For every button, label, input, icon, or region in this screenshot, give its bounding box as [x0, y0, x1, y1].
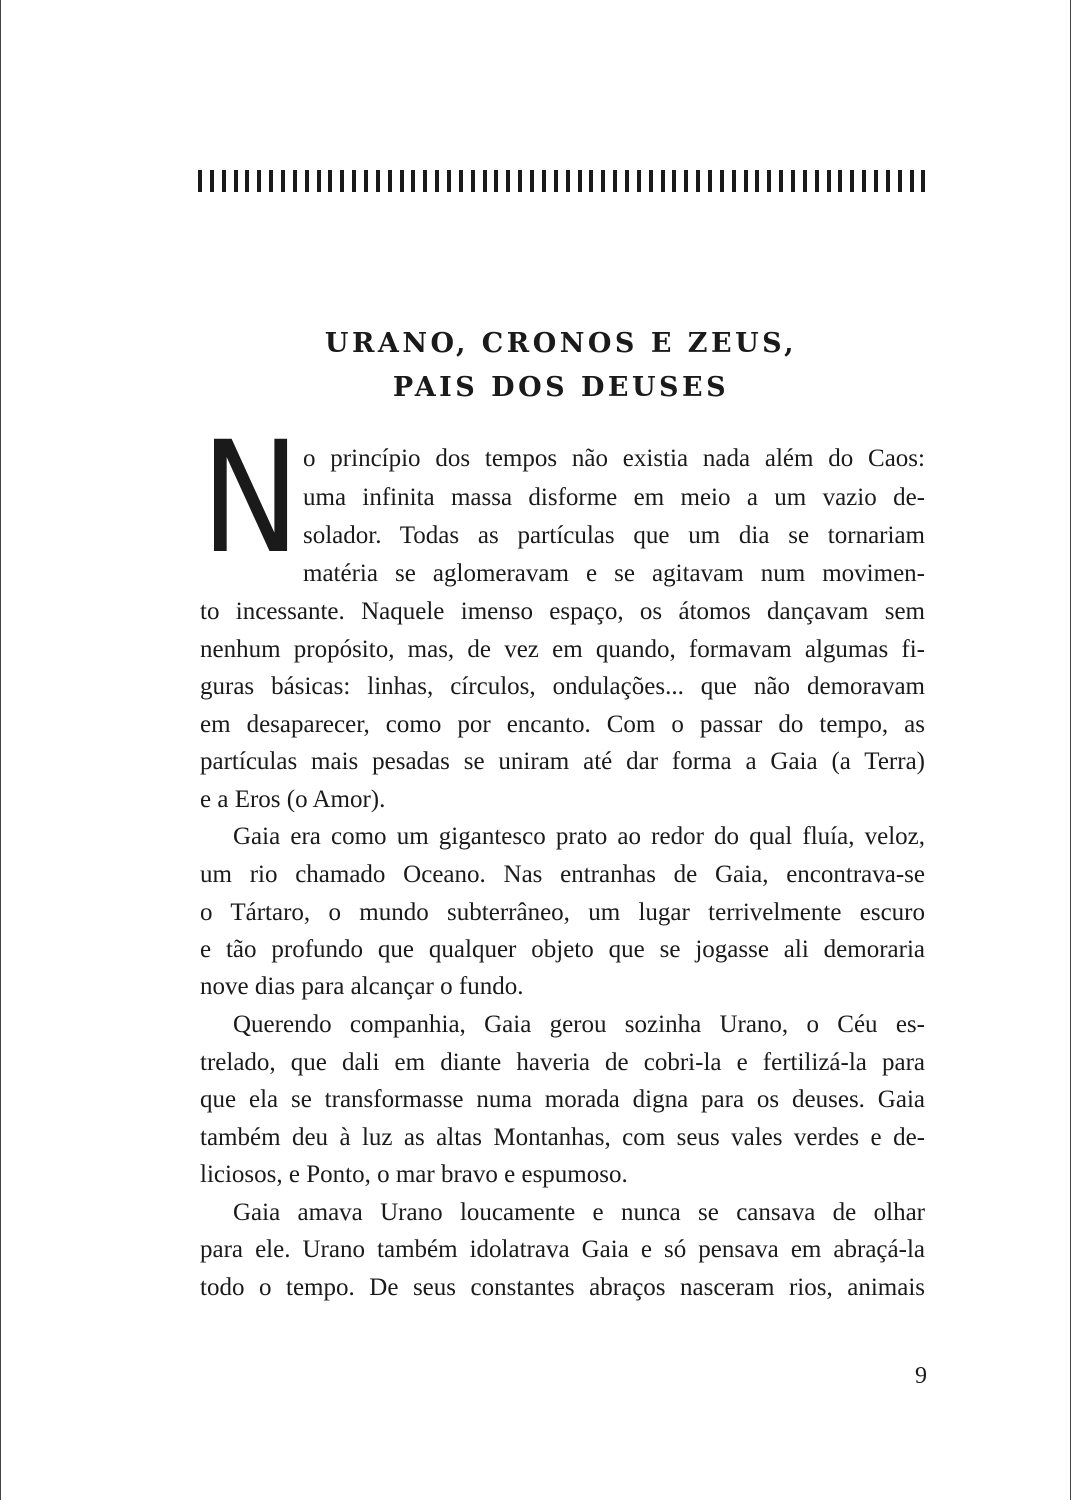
ornament-bar — [281, 170, 285, 192]
drop-cap: N — [201, 409, 301, 588]
ornament-bar — [447, 170, 451, 192]
page-number: 9 — [915, 1363, 927, 1389]
text-line: uma infinita massa disforme em meio a um vazio de- — [303, 484, 925, 511]
ornament-bar — [352, 170, 356, 192]
ornament-bar — [672, 170, 676, 192]
ornament-bar — [589, 170, 593, 192]
ornament-bar — [293, 170, 297, 192]
ornament-bar — [850, 170, 854, 192]
chapter-title-line-2: PAIS DOS DEUSES — [392, 372, 730, 403]
ornament-bar — [637, 170, 641, 192]
text-line: e tão profundo que qualquer objeto que se jogasse ali demoraria — [200, 936, 925, 963]
text-line: o princípio dos tempos não existia nada além do Caos: — [303, 445, 925, 472]
text-line: também deu à luz as altas Montanhas, com seus vales verdes e de- — [200, 1124, 925, 1151]
ornament-bar — [827, 170, 831, 192]
ornament-bar — [518, 170, 522, 192]
ornament-bar — [755, 170, 759, 192]
ornament-bar — [601, 170, 605, 192]
decorative-rule — [198, 170, 926, 192]
ornament-bar — [744, 170, 748, 192]
ornament-bar — [245, 170, 249, 192]
ornament-bar — [910, 170, 914, 192]
chapter-title — [161, 322, 961, 410]
text-line: em desaparecer, como por encanto. Com o passar do tempo, as — [200, 711, 925, 738]
ornament-bar — [364, 170, 368, 192]
ornament-bar — [234, 170, 238, 192]
ornament-bar — [613, 170, 617, 192]
ornament-bar — [921, 170, 925, 192]
text-line: e a Eros (o Amor). — [200, 786, 386, 813]
ornament-bar — [471, 170, 475, 192]
ornament-bar — [862, 170, 866, 192]
text-line: que ela se transformasse numa morada digna para os deuses. Gaia — [200, 1086, 925, 1113]
text-line: matéria se aglomeravam e se agitavam num movimen- — [303, 560, 925, 587]
ornament-bar — [494, 170, 498, 192]
text-line: nenhum propósito, mas, de vez em quando, formavam algumas fi- — [200, 636, 925, 663]
text-line: partículas mais pesadas se uniram até dar forma a Gaia (a Terra) — [200, 748, 925, 775]
text-line: para ele. Urano também idolatrava Gaia e só pensava em abraçá-la — [200, 1236, 925, 1263]
ornament-bar — [720, 170, 724, 192]
ornament-bar — [649, 170, 653, 192]
text-line: todo o tempo. De seus constantes abraços nasceram rios, animais — [200, 1274, 925, 1301]
ornament-bar — [661, 170, 665, 192]
ornament-bar — [542, 170, 546, 192]
text-line: to incessante. Naquele imenso espaço, os átomos dançavam sem — [200, 598, 925, 625]
text-line: Gaia era como um gigantesco prato ao redor do qual fluía, veloz, — [233, 823, 925, 850]
ornament-bar — [506, 170, 510, 192]
ornament-bar — [566, 170, 570, 192]
ornament-bar — [198, 170, 202, 192]
ornament-bar — [898, 170, 902, 192]
ornament-bar — [684, 170, 688, 192]
ornament-bar — [400, 170, 404, 192]
ornament-bar — [340, 170, 344, 192]
chapter-title-line-1: URANO, CRONOS E ZEUS, — [324, 328, 798, 359]
ornament-bar — [625, 170, 629, 192]
ornament-bar — [328, 170, 332, 192]
text-line: liciosos, e Ponto, o mar bravo e espumoso. — [200, 1161, 628, 1188]
ornament-bar — [708, 170, 712, 192]
ornament-bar — [779, 170, 783, 192]
ornament-bar — [305, 170, 309, 192]
ornament-bar — [838, 170, 842, 192]
ornament-bar — [222, 170, 226, 192]
ornament-bar — [210, 170, 214, 192]
ornament-bar — [791, 170, 795, 192]
ornament-bar — [435, 170, 439, 192]
ornament-bar — [578, 170, 582, 192]
ornament-bar — [388, 170, 392, 192]
ornament-bar — [803, 170, 807, 192]
text-line: Gaia amava Urano loucamente e nunca se cansava de olhar — [233, 1199, 925, 1226]
ornament-bar — [411, 170, 415, 192]
ornament-bar — [874, 170, 878, 192]
ornament-bar — [696, 170, 700, 192]
ornament-bar — [257, 170, 261, 192]
ornament-bar — [732, 170, 736, 192]
text-line: nove dias para alcançar o fundo. — [200, 973, 524, 1000]
text-line: guras básicas: linhas, círculos, ondulações... que não demoravam — [200, 673, 925, 700]
ornament-bar — [886, 170, 890, 192]
text-line: solador. Todas as partículas que um dia se tornariam — [303, 522, 925, 549]
ornament-bar — [815, 170, 819, 192]
ornament-bar — [483, 170, 487, 192]
text-line: um rio chamado Oceano. Nas entranhas de Gaia, encontrava-se — [200, 861, 925, 888]
ornament-bar — [423, 170, 427, 192]
text-line: trelado, que dali em diante haveria de cobri-la e fertilizá-la para — [200, 1049, 925, 1076]
ornament-bar — [459, 170, 463, 192]
ornament-bar — [376, 170, 380, 192]
text-line: o Tártaro, o mundo subterrâneo, um lugar terrivelmente escuro — [200, 899, 925, 926]
ornament-bar — [269, 170, 273, 192]
ornament-bar — [317, 170, 321, 192]
ornament-bar — [767, 170, 771, 192]
text-line: Querendo companhia, Gaia gerou sozinha Urano, o Céu es- — [233, 1011, 925, 1038]
ornament-bar — [554, 170, 558, 192]
ornament-bar — [530, 170, 534, 192]
